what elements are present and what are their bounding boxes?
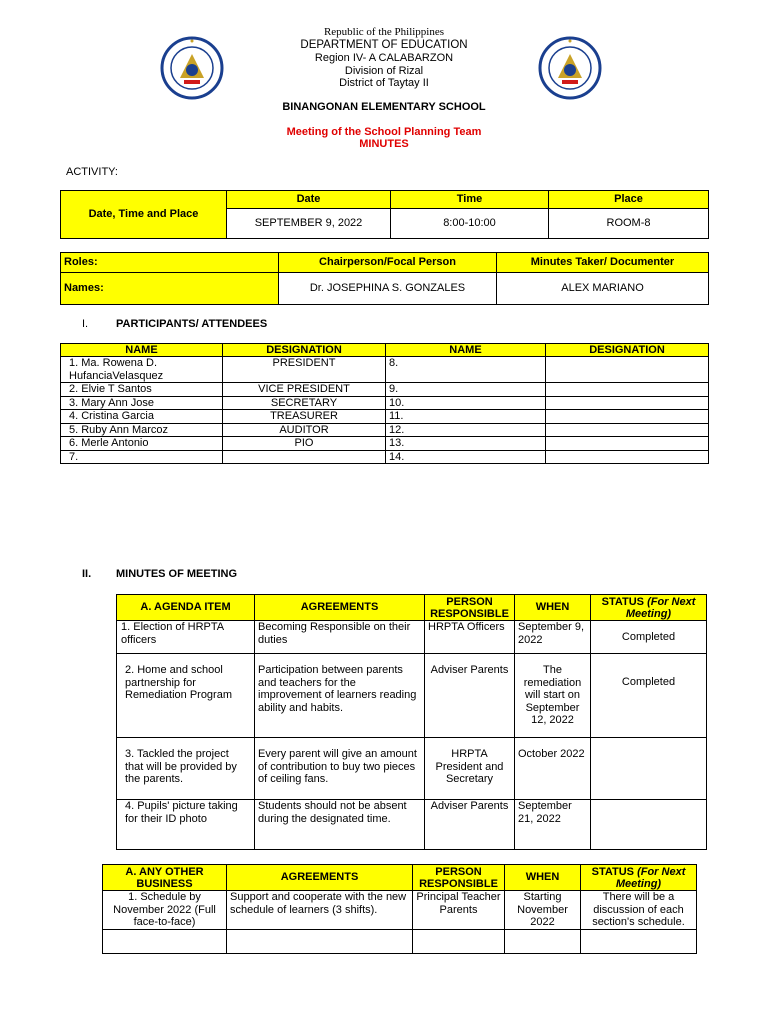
participants-title: PARTICIPANTS/ ATTENDEES (116, 318, 268, 330)
agenda-table (116, 594, 707, 850)
other-agreement: Support and cooperate with the new schedule of learners (3 shifts). (227, 891, 413, 930)
participants-name-header: NAME (61, 344, 223, 357)
school-name: BINANGONAN ELEMENTARY SCHOOL (282, 101, 486, 113)
table-row (117, 654, 707, 738)
agenda-person: HRPTA Officers (425, 621, 515, 654)
agenda-agreement: Students should not be absent during the designated time. (255, 800, 425, 850)
agenda-status (591, 800, 707, 850)
other-item-header: A. ANY OTHER BUSINESS (103, 865, 227, 891)
other-agreement (227, 929, 413, 953)
agenda-status: Completed (591, 654, 707, 738)
agenda-when: October 2022 (515, 738, 591, 800)
participant-designation: PIO (223, 437, 386, 451)
place-header: Place (549, 191, 709, 209)
participant-name: 2. Elvie T Santos (61, 383, 223, 397)
table-row (117, 800, 707, 850)
minutes-label: MINUTES (359, 138, 409, 150)
republic-text: Republic of the Philippines (323, 26, 445, 38)
participant-name: 8. (386, 357, 546, 383)
meeting-title: Meeting of the School Planning Team (286, 126, 482, 138)
other-status-header (581, 865, 697, 891)
place-value: ROOM-8 (549, 209, 709, 239)
table-row (61, 357, 709, 383)
agenda-person: HRPTA President and Secretary (425, 738, 515, 800)
minutes-numeral: II. (82, 568, 92, 580)
chair-header: Chairperson/Focal Person (279, 253, 497, 273)
other-when (505, 929, 581, 953)
roles-table (60, 252, 709, 305)
participant-name: 3. Mary Ann Jose (61, 396, 223, 410)
participant-name: 10. (386, 396, 546, 410)
participant-name: 7. (61, 450, 223, 464)
participants-name2-header: NAME (386, 344, 546, 357)
table-row (61, 437, 709, 451)
agenda-when: September 21, 2022 (515, 800, 591, 850)
agenda-when: The remediation will start on September 12, 2022 (515, 654, 591, 738)
other-business-table (102, 864, 697, 954)
table-row (103, 929, 697, 953)
taker-header: Minutes Taker/ Documenter (497, 253, 709, 273)
participant-designation (546, 437, 709, 451)
participant-designation (546, 383, 709, 397)
participant-designation (223, 450, 386, 464)
table-row (61, 396, 709, 410)
activity-label: ACTIVITY: (66, 166, 118, 178)
other-item (103, 929, 227, 953)
other-when: Starting November 2022 (505, 891, 581, 930)
schedule-row-label: Date, Time and Place (61, 191, 227, 239)
participant-designation: TREASURER (223, 410, 386, 424)
other-agreements-header: AGREEMENTS (227, 865, 413, 891)
other-status-header-label: STATUS (591, 865, 635, 878)
participants-table (60, 343, 709, 464)
participant-designation (546, 423, 709, 437)
participant-designation (546, 410, 709, 424)
date-header: Date (227, 191, 391, 209)
agenda-agreement: Every parent will give an amount of contribution to buy two pieces of ceiling fans. (255, 738, 425, 800)
table-row (103, 891, 697, 930)
participant-name: 12. (386, 423, 546, 437)
agenda-when: September 9, 2022 (515, 621, 591, 654)
table-row (61, 410, 709, 424)
when-header: WHEN (515, 595, 591, 621)
participant-name: 1. Ma. Rowena D. HufanciaVelasquez (61, 357, 223, 383)
table-row (117, 738, 707, 800)
participant-name: 9. (386, 383, 546, 397)
schedule-table (60, 190, 709, 239)
participant-designation (546, 450, 709, 464)
agenda-status: Completed (591, 621, 707, 654)
agreements-header: AGREEMENTS (255, 595, 425, 621)
department-text: DEPARTMENT OF EDUCATION (300, 39, 468, 51)
minutes-title: MINUTES OF MEETING (116, 568, 237, 580)
participants-designation-header: DESIGNATION (223, 344, 386, 357)
names-label: Names: (61, 273, 279, 305)
deped-seal-right (538, 36, 602, 103)
other-person-header: PERSON RESPONSIBLE (413, 865, 505, 891)
agenda-item: 4. Pupils' picture taking for their ID photo (117, 800, 255, 850)
other-item: 1. Schedule by November 2022 (Full face-to-face) (103, 891, 227, 930)
participant-designation (546, 396, 709, 410)
other-status-header-note: (For Next Meeting) (615, 865, 686, 890)
region-text: Region IV- A CALABARZON (314, 52, 454, 64)
participant-name: 5. Ruby Ann Marcoz (61, 423, 223, 437)
roles-label: Roles: (61, 253, 279, 273)
participant-name: 4. Cristina Garcia (61, 410, 223, 424)
time-header: Time (391, 191, 549, 209)
participant-name: 13. (386, 437, 546, 451)
table-row (61, 450, 709, 464)
agenda-item: 3. Tackled the project that will be provided by the parents. (117, 738, 255, 800)
agenda-status (591, 738, 707, 800)
chair-name: Dr. JOSEPHINA S. GONZALES (279, 273, 497, 305)
date-value: SEPTEMBER 9, 2022 (227, 209, 391, 239)
deped-seal-left (160, 36, 224, 103)
status-header-label: STATUS (601, 595, 645, 608)
division-text: Division of Rizal (344, 65, 424, 77)
agenda-agreement: Becoming Responsible on their duties (255, 621, 425, 654)
agenda-agreement: Participation between parents and teachers for the improvement of learners reading ability and habits. (255, 654, 425, 738)
district-text: District of Taytay II (339, 77, 429, 89)
participant-designation (546, 357, 709, 383)
person-header: PERSON RESPONSIBLE (425, 595, 515, 621)
table-row (61, 423, 709, 437)
participant-name: 14. (386, 450, 546, 464)
table-row (117, 621, 707, 654)
taker-name: ALEX MARIANO (497, 273, 709, 305)
status-header (591, 595, 707, 621)
time-value: 8:00-10:00 (391, 209, 549, 239)
participants-numeral: I. (82, 318, 89, 330)
table-row (61, 383, 709, 397)
other-status: There will be a discussion of each section's schedule. (581, 891, 697, 930)
agenda-item: 2. Home and school partnership for Remediation Program (117, 654, 255, 738)
other-person: Principal Teacher Parents (413, 891, 505, 930)
agenda-person: Adviser Parents (425, 800, 515, 850)
other-person (413, 929, 505, 953)
participant-name: 11. (386, 410, 546, 424)
other-when-header: WHEN (505, 865, 581, 891)
participant-designation: PRESIDENT (223, 357, 386, 383)
agenda-item: 1. Election of HRPTA officers (117, 621, 255, 654)
agenda-item-header: A. AGENDA ITEM (117, 595, 255, 621)
participant-designation: VICE PRESIDENT (223, 383, 386, 397)
participants-designation2-header: DESIGNATION (546, 344, 709, 357)
participant-designation: SECRETARY (223, 396, 386, 410)
participant-name: 6. Merle Antonio (61, 437, 223, 451)
other-status (581, 929, 697, 953)
status-header-note: (For Next Meeting) (625, 595, 696, 620)
participant-designation: AUDITOR (223, 423, 386, 437)
agenda-person: Adviser Parents (425, 654, 515, 738)
